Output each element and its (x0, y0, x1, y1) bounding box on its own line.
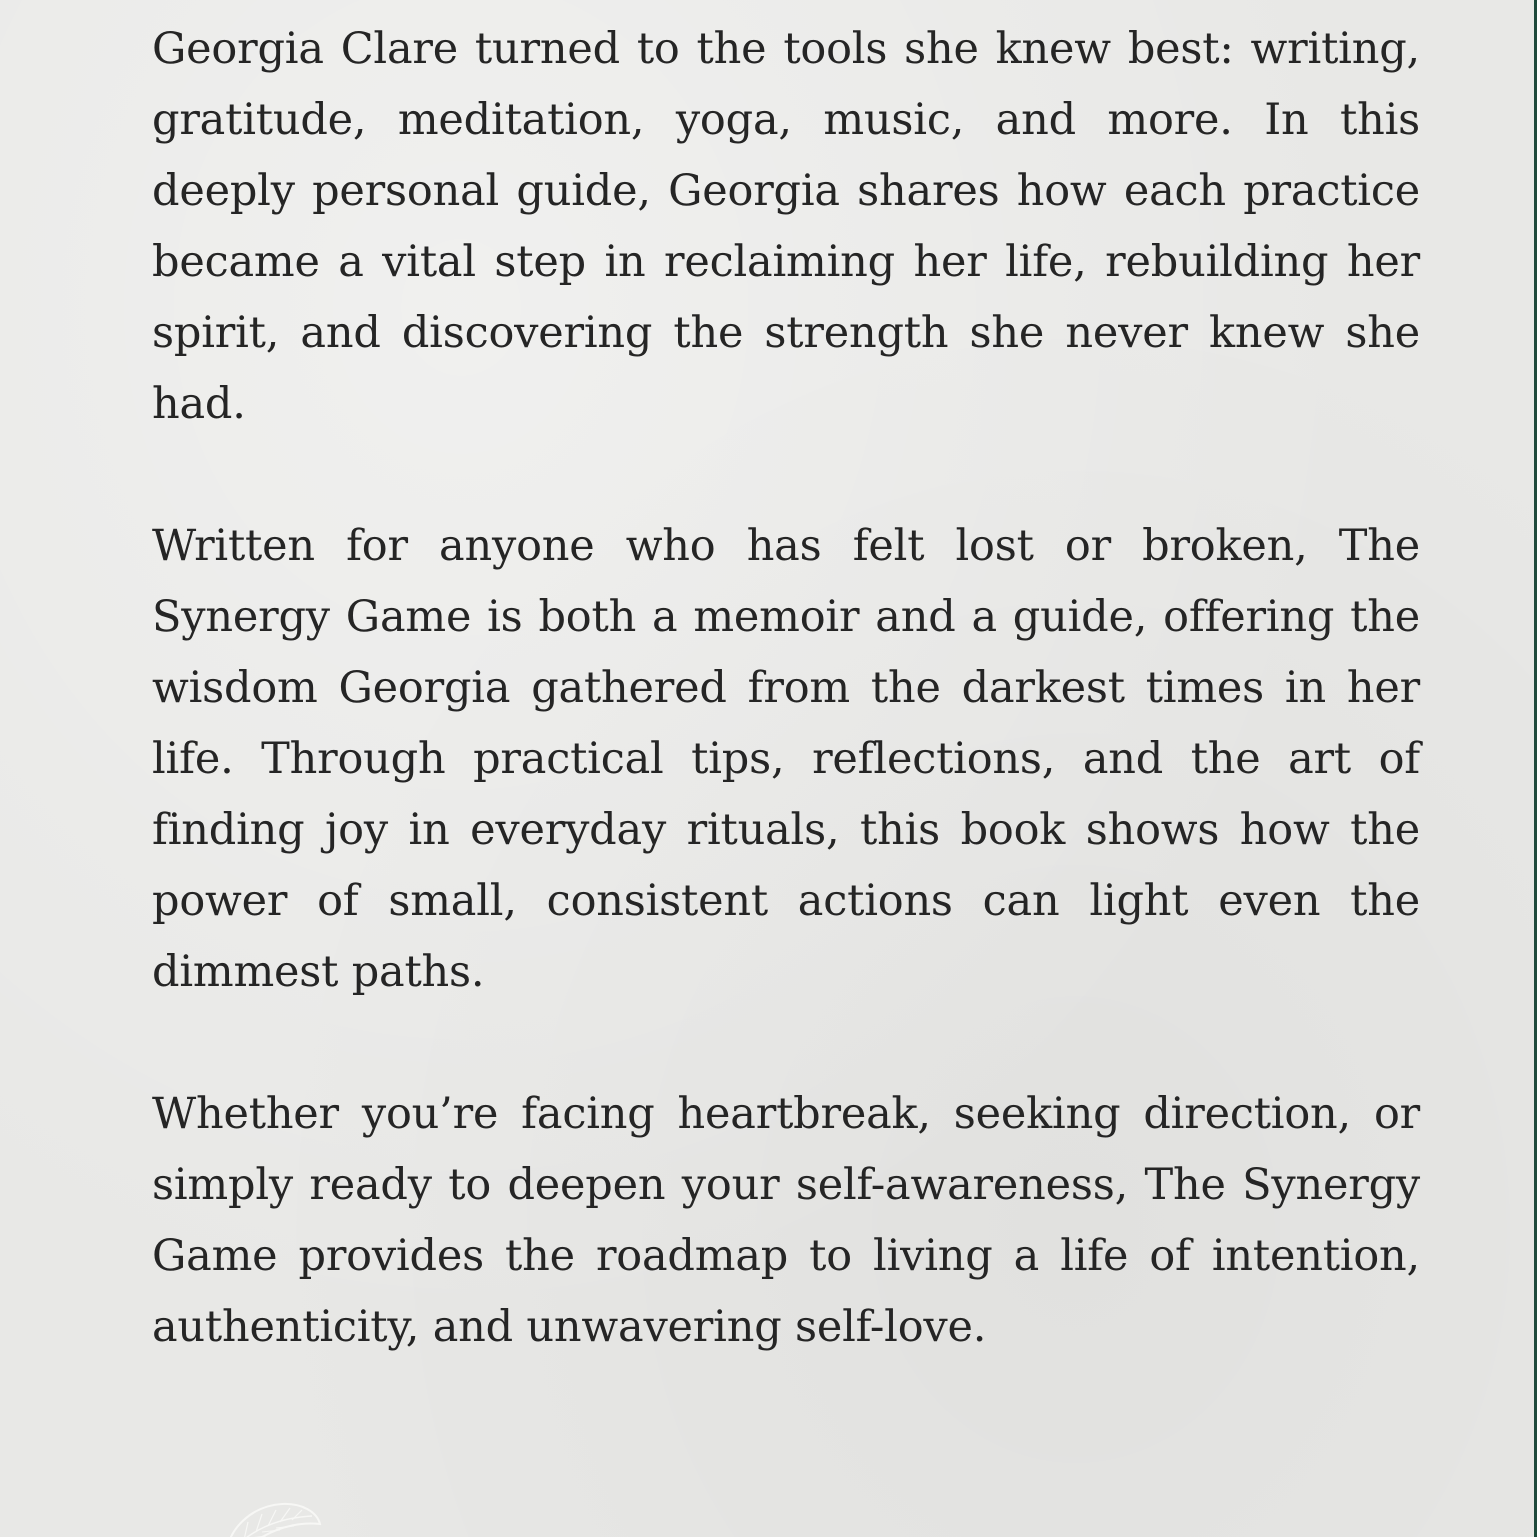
botanical-leaf-icon (222, 1498, 322, 1537)
blurb-paragraph-3: Whether you’re facing heartbreak, seeking direction, or simply ready to deepen your self-awareness, The Synergy Game provides the roadmap to living a life of intention, authenticity, and unwavering self-love. (152, 1089, 1420, 1352)
blurb-paragraph-2: Written for anyone who has felt lost or broken, The Synergy Game is both a memoir and a guide, offering the wisdom Georgia gathered from the darkest times in her life. Through practical tips, reflections, and the art of finding joy in everyday rituals, this book shows how the power of small, consistent actions can light even the dimmest paths. (152, 521, 1420, 997)
blurb-text (152, 14, 1420, 1434)
blurb-paragraph-1: Georgia Clare turned to the tools she knew best: writing, gratitude, meditation, yoga, music, and more. In this deeply personal guide, Georgia shares how each practice became a vital step in reclaiming her life, rebuilding her spirit, and discovering the strength she never knew she had. (152, 24, 1420, 429)
